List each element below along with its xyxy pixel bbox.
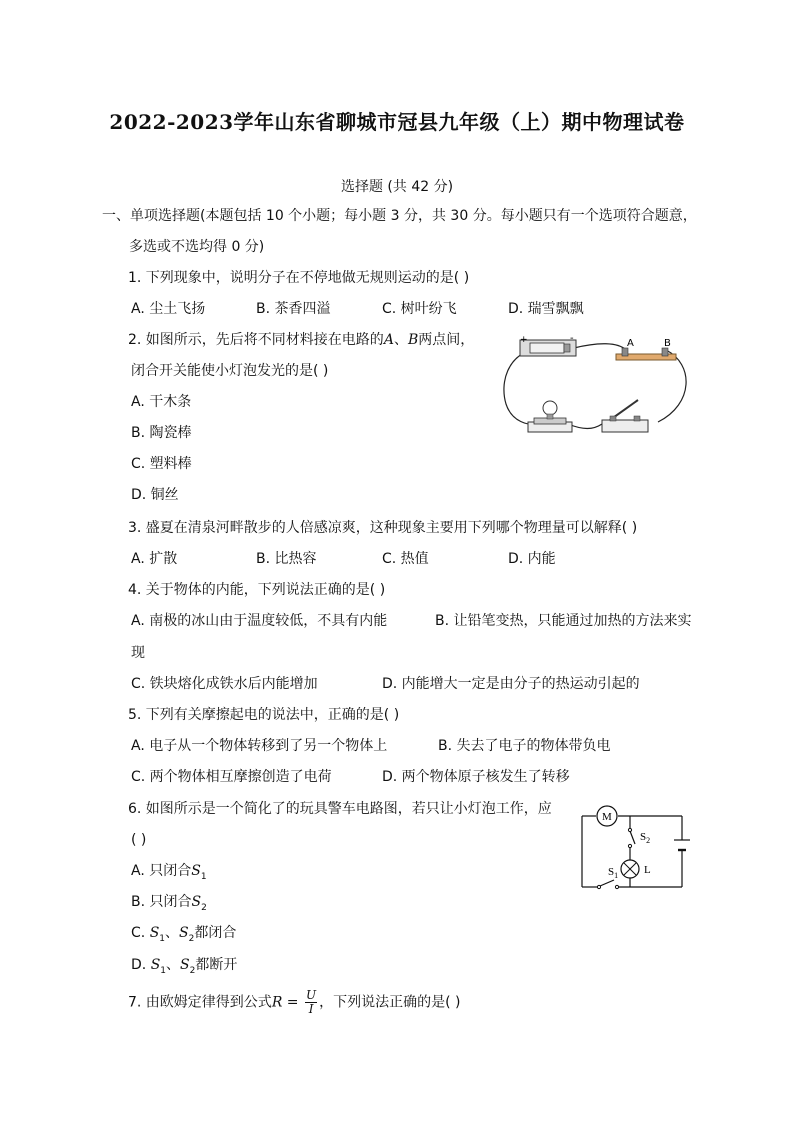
q3-stem: 3. 盛夏在清泉河畔散步的人倍感凉爽，这种现象主要用下列哪个物理量可以解释( ): [128, 520, 638, 536]
terminal-b-label: B: [664, 338, 671, 349]
q7-formula-lhs: R: [271, 994, 283, 1011]
q2-option-d: D. 铜丝: [131, 487, 179, 503]
switch-s2-label: $S_2$: [640, 831, 651, 845]
part1-heading-cont: 多选或不选均得 0 分): [129, 239, 265, 255]
q7-formula-eq: =: [282, 994, 303, 1011]
q7-formula-numerator: U: [306, 988, 317, 1002]
q1-option-b: B. 茶香四溢: [256, 301, 331, 317]
q4-option-d: D. 内能增大一定是由分子的热运动引起的: [382, 676, 640, 692]
q4-option-b: B. 让铅笔变热，只能通过加热的方法来实: [435, 613, 692, 629]
q6-option-d-post: 都断开: [195, 957, 238, 973]
q6-option-b-text: B. 只闭合: [131, 894, 192, 910]
q6-option-c-s1-sub: 1: [159, 933, 166, 944]
lamp-icon: [621, 860, 639, 878]
q1-option-d: D. 瑞雪飘飘: [508, 301, 584, 317]
q2-stem: [128, 330, 474, 350]
q4-option-a: A. 南极的冰山由于温度较低，不具有内能: [131, 613, 388, 629]
lamp-label: L: [644, 864, 651, 876]
q4-option-b-cont: 现: [131, 645, 145, 661]
switch-icon: [602, 400, 648, 432]
q6-option-a-symbol: S: [191, 863, 201, 879]
q6-option-d-s2-sub: 2: [189, 965, 196, 976]
switch-s2-icon: [628, 828, 635, 847]
q6-option-b-symbol: S: [191, 894, 202, 910]
q6-option-c: [131, 923, 236, 949]
q6-option-c-sep: 、: [165, 925, 180, 941]
q6-option-d-sep: 、: [166, 957, 181, 973]
battery-icon: [520, 340, 576, 356]
q6-option-d-s1-sub: 1: [160, 965, 167, 976]
q2-option-c: C. 塑料棒: [131, 456, 192, 472]
q6-circuit-diagram: [578, 800, 690, 892]
battery-minus-label: -: [570, 334, 574, 344]
part1-heading: 一、单项选择题(本题包括 10 个小题；每小题 3 分，共 30 分。每小题只有一个选项符合题意，: [102, 208, 697, 224]
q3-option-d: D. 内能: [508, 551, 556, 567]
q7-stem: [128, 989, 461, 1016]
q6-option-d-s1: S: [150, 957, 161, 973]
q2-stem-b: 两点间，: [418, 332, 475, 348]
battery-icon: [674, 840, 690, 850]
q4-option-c: C. 铁块熔化成铁水后内能增加: [131, 676, 318, 692]
q2-stem-a: 2. 如图所示，先后将不同材料接在电路的: [128, 332, 384, 348]
q5-stem: 5. 下列有关摩擦起电的说法中，正确的是( ): [128, 707, 400, 723]
switch-s1-label: $S_1$: [608, 866, 619, 880]
q6-option-d: [131, 955, 237, 981]
q5-option-a: A. 电子从一个物体转移到了另一个物体上: [131, 738, 388, 754]
q6-option-c-pre: C.: [131, 925, 150, 941]
q6-stem: 6. 如图所示是一个简化了的玩具警车电路图，若只让小灯泡工作，应: [128, 801, 552, 817]
q7-formula-fraction: [305, 989, 317, 1016]
q6-option-a: [131, 861, 207, 887]
q6-option-c-s1: S: [149, 925, 160, 941]
motor-label: M: [602, 811, 612, 823]
q1-option-c: C. 树叶纷飞: [382, 301, 457, 317]
test-strip-icon: [616, 348, 676, 360]
q6-option-a-text: A. 只闭合: [131, 863, 192, 879]
q6-option-d-pre: D.: [131, 957, 151, 973]
q3-option-b: B. 比热容: [256, 551, 317, 567]
q2-option-b: B. 陶瓷棒: [131, 425, 192, 441]
q4-stem: 4. 关于物体的内能，下列说法正确的是( ): [128, 582, 386, 598]
q6-option-d-s2: S: [180, 957, 190, 973]
q6-option-b: [131, 892, 207, 918]
q7-stem-a: 7. 由欧姆定律得到公式: [128, 994, 272, 1011]
q3-option-c: C. 热值: [382, 551, 429, 567]
q2-var-a: A: [383, 332, 394, 348]
q6-option-c-s2-sub: 2: [188, 933, 195, 944]
section-heading: 选择题 (共 42 分): [340, 179, 454, 195]
q6-option-b-sub: 2: [201, 902, 207, 913]
q6-option-a-sub: 1: [200, 871, 207, 882]
q3-option-a: A. 扩散: [131, 551, 178, 567]
q5-option-d: D. 两个物体原子核发生了转移: [382, 769, 570, 785]
q1-option-a: A. 尘土飞扬: [131, 301, 206, 317]
q7-stem-b: ，下列说法正确的是( ): [319, 994, 461, 1011]
q2-sep: 、: [393, 332, 408, 348]
q2-circuit-figure: [498, 334, 694, 440]
q6-stem-cont: ( ): [131, 832, 147, 848]
q2-option-a: A. 干木条: [131, 394, 192, 410]
exam-title: 2022-2023学年山东省聊城市冠县九年级（上）期中物理试卷: [109, 110, 685, 134]
q2-stem-cont: 闭合开关能使小灯泡发光的是( ): [131, 363, 329, 379]
switch-s1-icon: [597, 880, 618, 889]
battery-plus-label: +: [520, 335, 528, 345]
q5-option-b: B. 失去了电子的物体带负电: [438, 738, 611, 754]
q2-var-b: B: [407, 332, 419, 348]
q5-option-c: C. 两个物体相互摩擦创造了电荷: [131, 769, 332, 785]
q1-stem: 1. 下列现象中，说明分子在不停地做无规则运动的是( ): [128, 270, 470, 286]
q7-formula-denominator: I: [308, 1002, 314, 1016]
light-bulb-icon: [528, 401, 572, 432]
q6-option-c-s2: S: [179, 925, 189, 941]
terminal-a-label: A: [627, 338, 634, 349]
q6-option-c-post: 都闭合: [194, 925, 237, 941]
